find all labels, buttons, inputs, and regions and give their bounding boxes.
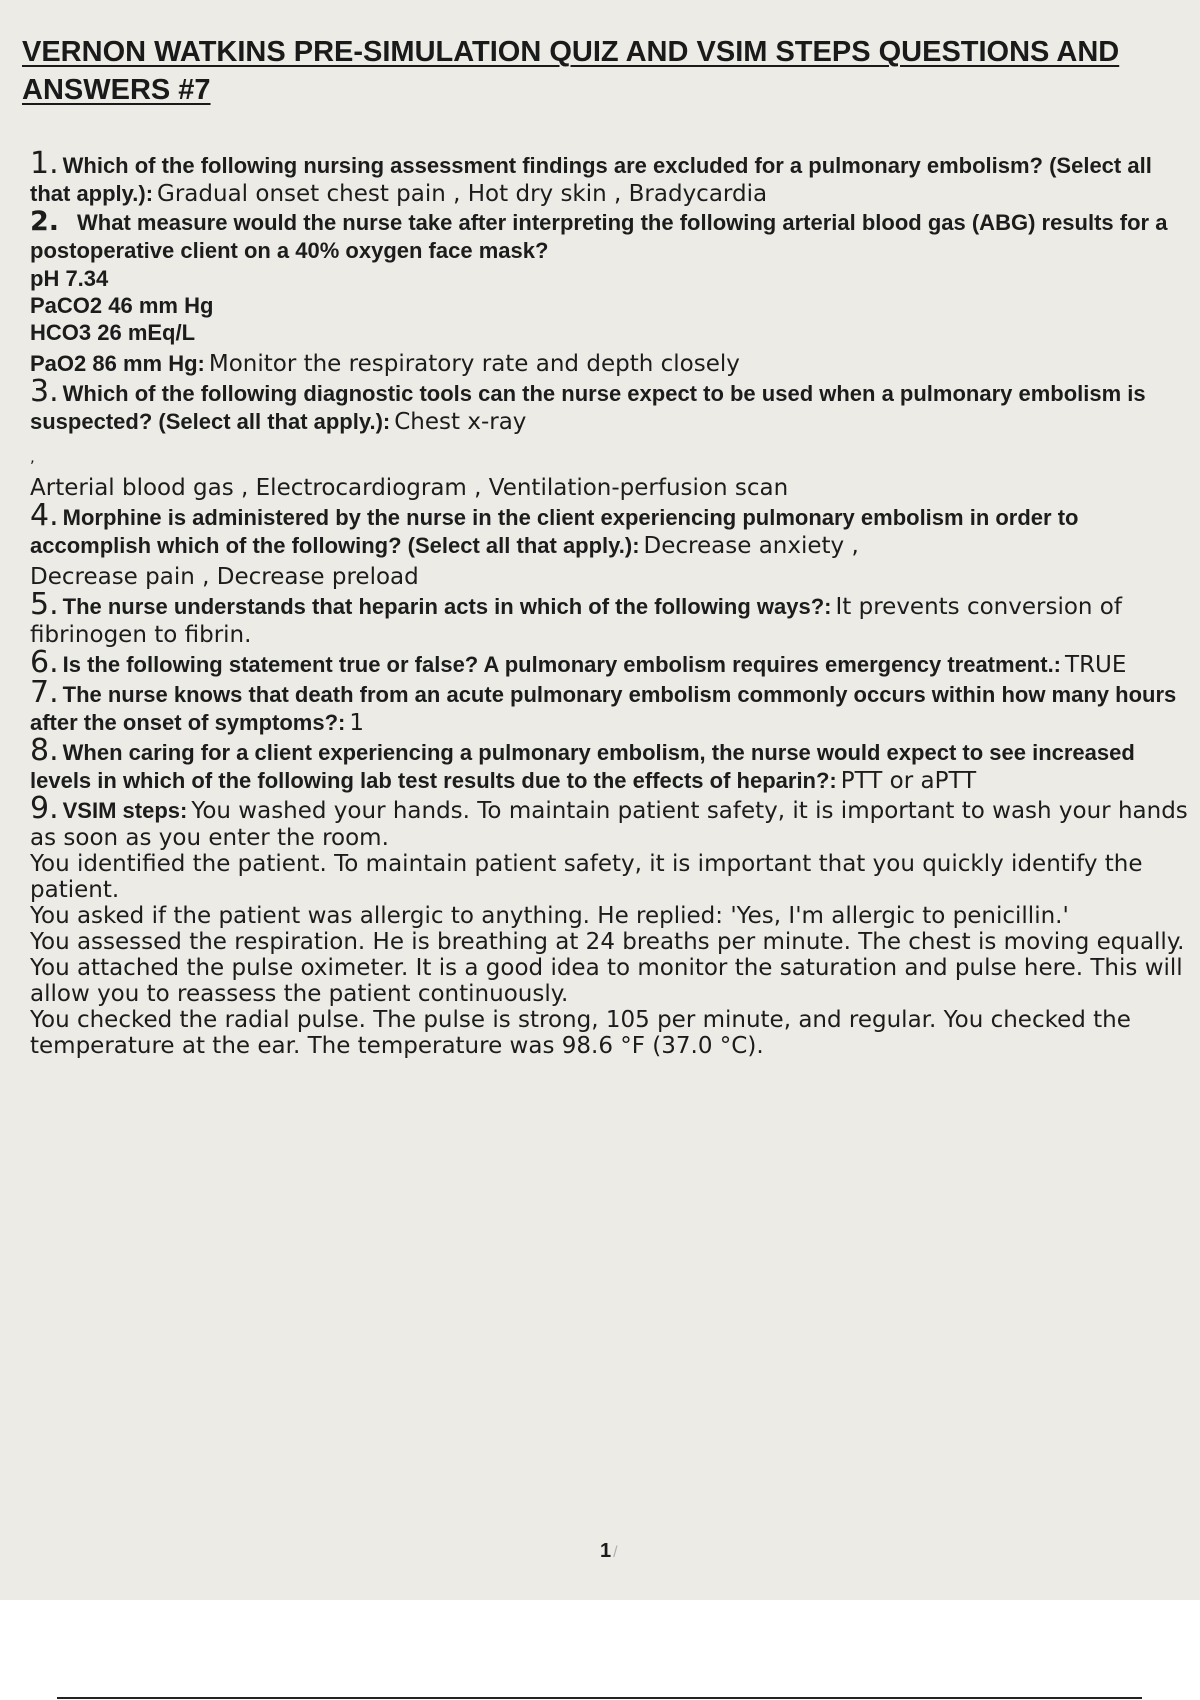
vsim-step: You assessed the respiration. He is breathing at 24 breaths per minute. The chest is moving equally. xyxy=(30,929,1185,955)
question-4 xyxy=(30,498,1195,591)
answer-text: Chest x-ray xyxy=(394,409,527,435)
document-title: VERNON WATKINS PRE-SIMULATION QUIZ AND VSIM STEPS QUESTIONS AND ANSWERS #7 xyxy=(22,36,1120,106)
question-6 xyxy=(30,645,1195,680)
answer-text: Decrease anxiety , xyxy=(643,533,859,559)
lab-value-pao2: PaO2 86 mm Hg: xyxy=(30,351,205,376)
question-number: 4. xyxy=(30,498,59,533)
question-text: The nurse understands that heparin acts in which of the following ways?: xyxy=(62,594,832,619)
lab-value-ph: pH 7.34 xyxy=(30,266,109,291)
question-number: 9. xyxy=(30,791,59,826)
question-list xyxy=(30,146,1195,1059)
question-number: 2. xyxy=(30,206,60,237)
page-number-value: 1 xyxy=(600,1540,612,1562)
page-number xyxy=(600,1540,618,1563)
answer-text: 1 xyxy=(349,710,365,736)
footer-divider xyxy=(57,1697,1142,1699)
answer-text: Gradual onset chest pain , Hot dry skin , Bradycardia xyxy=(157,181,768,207)
question-number: 7. xyxy=(30,675,59,710)
question-3 xyxy=(30,374,1195,502)
question-text: VSIM steps: xyxy=(62,798,188,823)
question-text: Which of the following diagnostic tools can the nurse expect to be used when a pulmonary embolism is suspected? (Select all that apply.): xyxy=(30,381,1146,434)
question-number: 6. xyxy=(30,645,59,680)
vsim-step: You checked the radial pulse. The pulse is strong, 105 per minute, and regular. You checked the temperature at the ear. The temperature was 98.6 °F (37.0 °C). xyxy=(30,1007,1131,1059)
page-number-separator: / xyxy=(613,1544,618,1561)
lab-value-paco2: PaCO2 46 mm Hg xyxy=(30,293,214,318)
question-text: Is the following statement true or false? A pulmonary embolism requires emergency treatment.: xyxy=(62,652,1062,677)
question-text: The nurse knows that death from an acute pulmonary embolism commonly occurs within how many hours after the onset of symptoms?: xyxy=(30,682,1177,735)
vsim-step: You identified the patient. To maintain patient safety, it is important that you quickly identify the patient. xyxy=(30,851,1143,903)
answer-text: It prevents conversion of fibrinogen to fibrin. xyxy=(30,594,1122,648)
lab-value-hco3: HCO3 26 mEq/L xyxy=(30,320,196,345)
question-number: 8. xyxy=(30,733,59,768)
question-text: Morphine is administered by the nurse in the client experiencing pulmonary embolism in order to accomplish which of the following? (Select all that apply.): xyxy=(30,505,1079,558)
question-number: 1. xyxy=(30,146,59,181)
question-text: What measure would the nurse take after interpreting the following arterial blood gas (ABG) results for a postoperative client on a 40% oxygen face mask? xyxy=(30,210,1168,263)
question-9 xyxy=(30,791,1195,1059)
vsim-step: You asked if the patient was allergic to anything. He replied: 'Yes, I'm allergic to penicillin.' xyxy=(30,903,1069,929)
answer-text: PTT or aPTT xyxy=(840,768,977,794)
answer-continued: Arterial blood gas , Electrocardiogram , Ventilation-perfusion scan xyxy=(30,475,789,501)
answer-continued: Decrease pain , Decrease preload xyxy=(30,564,419,590)
vsim-step: You attached the pulse oximeter. It is a good idea to monitor the saturation and pulse here. This will allow you to reassess the patient continuously. xyxy=(30,955,1183,1007)
question-2 xyxy=(30,208,1195,378)
answer-text: TRUE xyxy=(1065,652,1127,678)
answer-text: Monitor the respiratory rate and depth closely xyxy=(208,351,740,377)
question-number: 5. xyxy=(30,587,59,622)
answer-separator: , xyxy=(30,448,35,466)
question-8 xyxy=(30,733,1195,795)
question-number: 3. xyxy=(30,374,59,409)
question-1 xyxy=(30,146,1195,208)
question-5 xyxy=(30,587,1195,649)
answer-text: You washed your hands. To maintain patient safety, it is important to wash your hands as soon as you enter the room. xyxy=(30,798,1188,851)
question-text: Which of the following nursing assessment findings are excluded for a pulmonary embolism? (Select all that apply.): xyxy=(30,153,1152,206)
question-7 xyxy=(30,675,1195,737)
question-text: When caring for a client experiencing a pulmonary embolism, the nurse would expect to see increased levels in which of the following lab test results due to the effects of heparin?: xyxy=(30,740,1135,793)
